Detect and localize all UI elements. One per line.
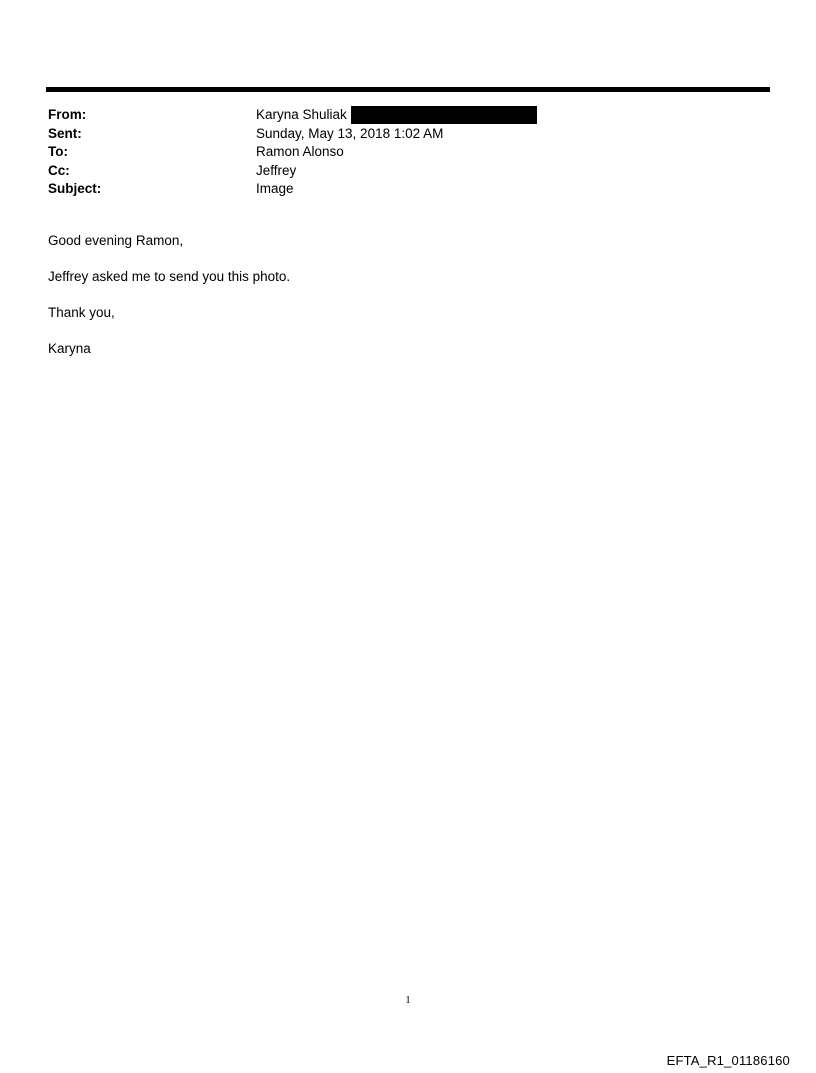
header-row-cc: [48, 162, 768, 181]
body-paragraph: Jeffrey asked me to send you this photo.: [48, 269, 291, 284]
from-value: Karyna Shuliak: [256, 107, 347, 122]
greeting: Good evening Ramon,: [48, 233, 184, 248]
cc-label: Cc:: [48, 162, 70, 178]
email-body: [48, 232, 748, 376]
bates-number: EFTA_R1_01186160: [666, 1053, 790, 1068]
sent-value: Sunday, May 13, 2018 1:02 AM: [256, 125, 444, 141]
header-row-sent: [48, 125, 768, 144]
redaction-bar: [351, 106, 537, 124]
header-row-to: [48, 143, 768, 162]
subject-label: Subject:: [48, 181, 102, 196]
to-label: To:: [48, 144, 68, 159]
to-value: Ramon Alonso: [256, 144, 344, 159]
email-header: [48, 106, 768, 199]
header-row-from: [48, 106, 768, 125]
from-label: From:: [48, 107, 87, 122]
from-value-wrapper: [256, 106, 537, 125]
page-number: 1: [405, 994, 411, 1006]
signature: Karyna: [48, 341, 91, 356]
closing: Thank you,: [48, 305, 115, 320]
header-row-subject: [48, 180, 768, 199]
cc-value: Jeffrey: [256, 162, 297, 178]
sent-label: Sent:: [48, 125, 82, 141]
subject-value: Image: [256, 181, 294, 196]
header-divider: [46, 87, 770, 92]
